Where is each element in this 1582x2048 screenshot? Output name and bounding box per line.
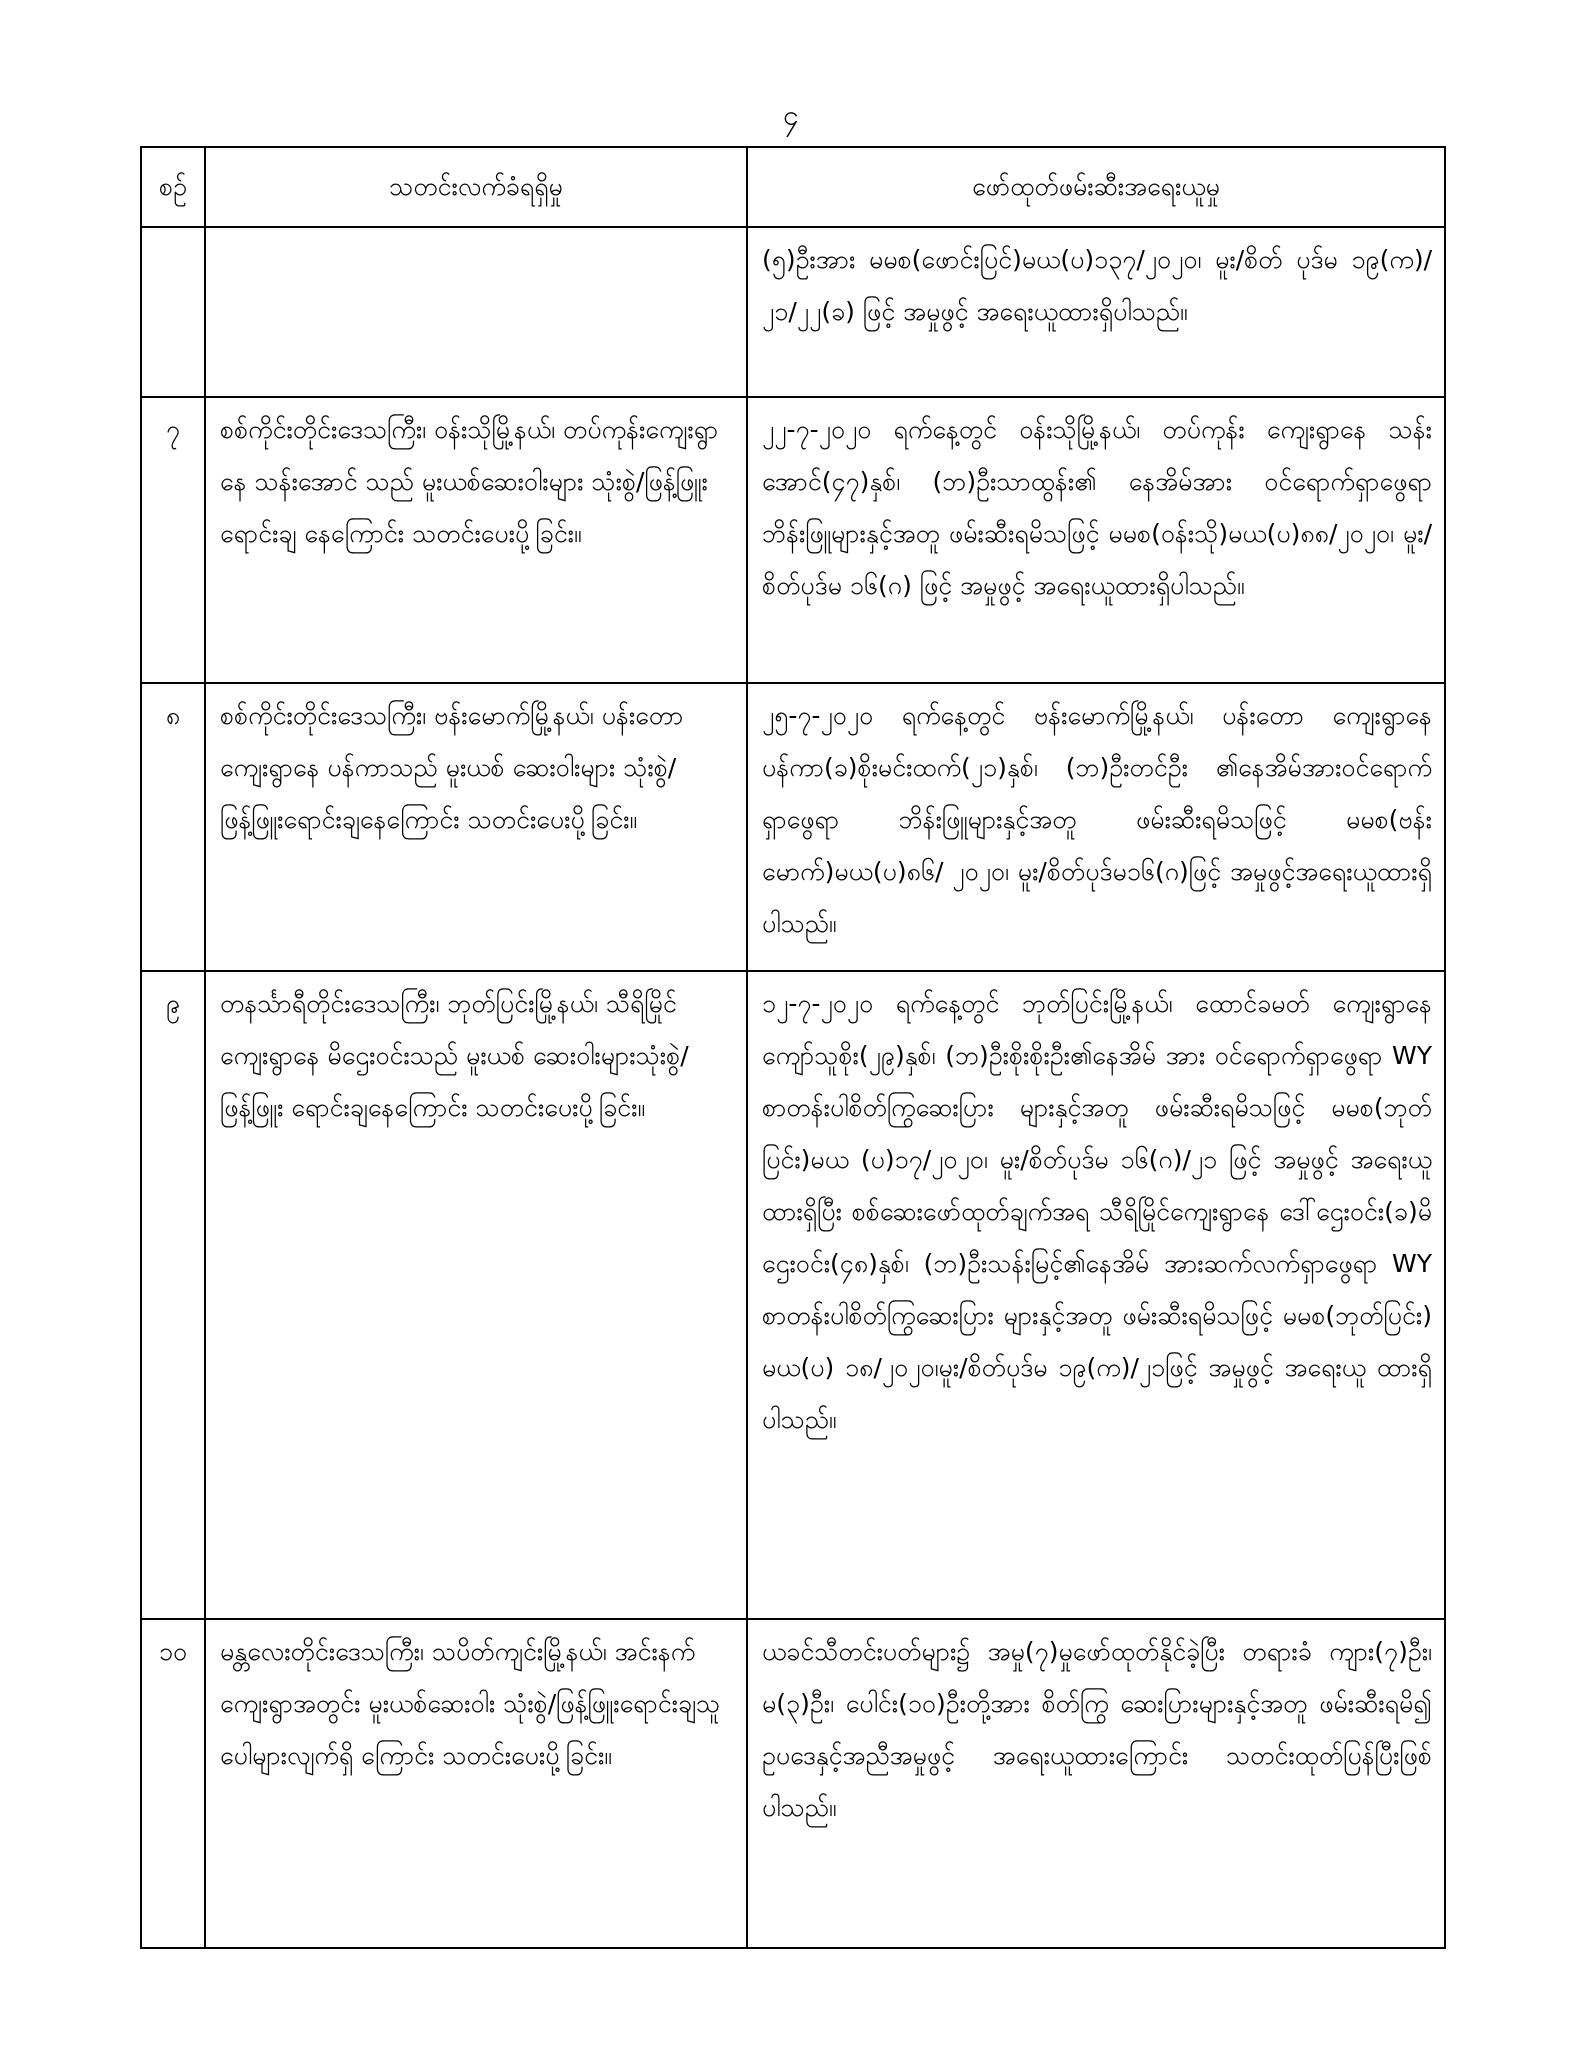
row-information: မန္တလေးတိုင်းဒေသကြီး၊ သပိတ်ကျင်းမြို့နယ်၊ အင်းနက်ကျေးရွာအတွင်း မူးယစ်ဆေးဝါး သုံးစွဲ/ဖြန့်ဖြူးရောင်းချသူ ပေါများလျက်ရှိ ကြောင်း သတင်းပေးပို့ခြင်း။: [205, 1619, 747, 1948]
row-action: (၅)ဦးအား မမစ(ဖောင်းပြင်)မယ(ပ)၁၃၇/၂၀၂၀၊ မူး/စိတ် ပုဒ်မ ၁၉(က)/၂၁/၂၂(ခ) ဖြင့် အမှုဖွင့် အရေးယူထားရှိပါသည်။: [747, 227, 1445, 397]
page-number: ၄: [783, 99, 799, 132]
table-header-row: [141, 147, 1445, 227]
table-row: [141, 227, 1445, 397]
row-information: [205, 227, 747, 397]
row-serial-no: ၁၀: [141, 1619, 205, 1948]
header-action-taken: ဖော်ထုတ်ဖမ်းဆီးအရေးယူမှု: [747, 147, 1445, 227]
row-serial-no: ၇: [141, 397, 205, 683]
row-serial-no: ၈: [141, 683, 205, 971]
table-row: [141, 971, 1445, 1619]
row-serial-no: ၉: [141, 971, 205, 1619]
row-information: စစ်ကိုင်းတိုင်းဒေသကြီး၊ ဝန်းသိုမြို့နယ်၊ တပ်ကုန်းကျေးရွာနေ သန်းအောင် သည် မူးယစ်ဆေးဝါးများ သုံးစွဲ/ဖြန့်ဖြူးရောင်းချ နေကြောင်း သတင်းပေးပို့ခြင်း။: [205, 397, 747, 683]
row-action: ၂၅-၇-၂၀၂၀ ရက်နေ့တွင် ဗန်းမောက်မြို့နယ်၊ ပန်းတော ကျေးရွာနေ ပန်ကာ(ခ)စိုးမင်းထက်(၂၁)နှစ်၊ (ဘ)ဦးတင်ဦး ၏နေအိမ်အားဝင်ရောက်ရှာဖွေရာ ဘိန်းဖြူများနှင့်အတူ ဖမ်းဆီးရမိသဖြင့် မမစ(ဗန်းမောက်)မယ(ပ)၈၆/ ၂၀၂၀၊ မူး/စိတ်ပုဒ်မ၁၆(ဂ)ဖြင့် အမှုဖွင့်အရေးယူထားရှိပါသည်။: [747, 683, 1445, 971]
header-information-received: သတင်းလက်ခံရရှိမှု: [205, 147, 747, 227]
table-row: [141, 683, 1445, 971]
table-row: [141, 397, 1445, 683]
row-action: ၂၂-၇-၂၀၂၀ ရက်နေ့တွင် ဝန်းသိုမြို့နယ်၊ တပ်ကုန်း ကျေးရွာနေ သန်းအောင်(၄၇)နှစ်၊ (ဘ)ဦးသာထွန်း၏ နေအိမ်အား ဝင်ရောက်ရှာဖွေရာ ဘိန်းဖြူများနှင့်အတူ ဖမ်းဆီးရမိသဖြင့် မမစ(ဝန်းသို)မယ(ပ)၈၈/၂၀၂၀၊ မူး/စိတ်ပုဒ်မ ၁၆(ဂ) ဖြင့် အမှုဖွင့် အရေးယူထားရှိပါသည်။: [747, 397, 1445, 683]
row-serial-no: [141, 227, 205, 397]
row-action: ယခင်သီတင်းပတ်များ၌ အမှု(၇)မှုဖော်ထုတ်နိုင်ခဲ့ပြီး တရားခံ ကျား(၇)ဦး၊ မ(၃)ဦး၊ ပေါင်း(၁၀)ဦးတို့အား စိတ်ကြွ ဆေးပြားများနှင့်အတူ ဖမ်းဆီးရမိ၍ ဥပဒေနှင့်အညီအမှုဖွင့် အရေးယူထားကြောင်း သတင်းထုတ်ပြန်ပြီးဖြစ်ပါသည်။: [747, 1619, 1445, 1948]
report-table: [140, 146, 1446, 1949]
header-serial-no: စဉ်: [141, 147, 205, 227]
table-row: [141, 1619, 1445, 1948]
row-action: ၁၂-၇-၂၀၂၀ ရက်နေ့တွင် ဘုတ်ပြင်းမြို့နယ်၊ ထောင်ခမတ် ကျေးရွာနေ ကျော်သူစိုး(၂၉)နှစ်၊ (ဘ)ဦးစိုးစိုးဦး၏နေအိမ် အား ဝင်ရောက်ရှာဖွေရာ WY စာတန်းပါစိတ်ကြွဆေးပြား များနှင့်အတူ ဖမ်းဆီးရမိသဖြင့် မမစ(ဘုတ်ပြင်း)မယ (ပ)၁၇/၂၀၂၀၊ မူး/စိတ်ပုဒ်မ ၁၆(ဂ)/၂၁ ဖြင့် အမှုဖွင့် အရေးယူ ထားရှိပြီး စစ်ဆေးဖော်ထုတ်ချက်အရ သီရိမြိုင်ကျေးရွာနေ ဒေါ်ဌေးဝင်း(ခ)မိဌေးဝင်း(၄၈)နှစ်၊ (ဘ)ဦးသန်းမြင့်၏နေအိမ် အားဆက်လက်ရှာဖွေရာ WY စာတန်းပါစိတ်ကြွဆေးပြား များနှင့်အတူ ဖမ်းဆီးရမိသဖြင့် မမစ(ဘုတ်ပြင်း) မယ(ပ) ၁၈/၂၀၂၀၊မူး/စိတ်ပုဒ်မ ၁၉(က)/၂၁ဖြင့် အမှုဖွင့် အရေးယူ ထားရှိပါသည်။: [747, 971, 1445, 1619]
row-information: တနင်္သာရီတိုင်းဒေသကြီး၊ ဘုတ်ပြင်းမြို့နယ်၊ သီရိမြိုင်ကျေးရွာနေ မိဌေးဝင်းသည် မူးယစ် ဆေးဝါးများသုံးစွဲ/ဖြန့်ဖြူး ရောင်းချနေကြောင်း သတင်းပေးပို့ခြင်း။: [205, 971, 747, 1619]
row-information: စစ်ကိုင်းတိုင်းဒေသကြီး၊ ဗန်းမောက်မြို့နယ်၊ ပန်းတောကျေးရွာနေ ပန်ကာသည် မူးယစ် ဆေးဝါးများ သုံးစွဲ/ဖြန့်ဖြူးရောင်းချနေကြောင်း သတင်းပေးပို့ခြင်း။: [205, 683, 747, 971]
